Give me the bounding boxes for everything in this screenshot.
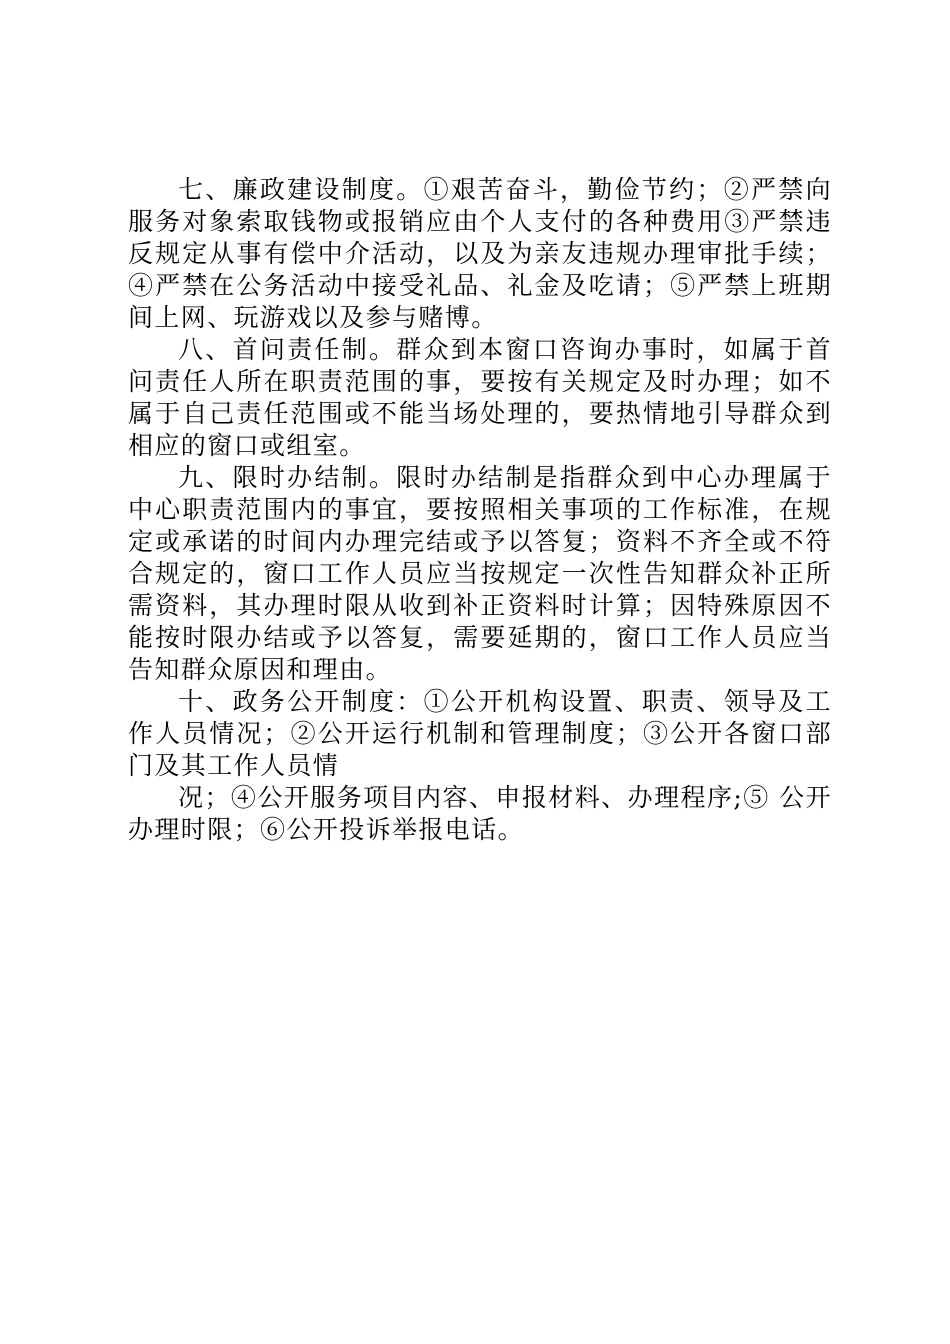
paragraph-first-inquiry-responsibility: 八、首问责任制。群众到本窗口咨询办事时，如属于首问责任人所在职责范围的事，要按有关规定及时办理；如不属于自己责任范围或不能当场处理的，要热情地引导群众到相应的窗口或组室。 (128, 335, 832, 460)
paragraph-time-limited-completion: 九、限时办结制。限时办结制是指群众到中心办理属于中心职责范围内的事宜，要按照相关事项的工作标准，在规定或承诺的时间内办理完结或予以答复；资料不齐全或不符合规定的，窗口工作人员应当按规定一次性告知群众补正所需资料，其办理时限从收到补正资料时计算；因特殊原因不能按时限办结或予以答复，需要延期的，窗口工作人员应当告知群众原因和理由。 (128, 463, 832, 684)
document-body (128, 174, 832, 846)
paragraph-disclosure-continued: 况；④公开服务项目内容、申报材料、办理程序;⑤ 公开办理时限；⑥公开投诉举报电话。 (128, 783, 832, 844)
paragraph-integrity-system: 七、廉政建设制度。①艰苦奋斗，勤俭节约；②严禁向服务对象索取钱物或报销应由个人支付的各种费用③严禁违反规定从事有偿中介活动，以及为亲友违规办理审批手续；④严禁在公务活动中接受礼品、礼金及吃请；⑤严禁上班期间上网、玩游戏以及参与赌博。 (128, 175, 832, 332)
paragraph-government-affairs-disclosure: 十、政务公开制度：①公开机构设置、职责、领导及工作人员情况；②公开运行机制和管理制度；③公开各窗口部门及其工作人员情 (128, 687, 832, 780)
